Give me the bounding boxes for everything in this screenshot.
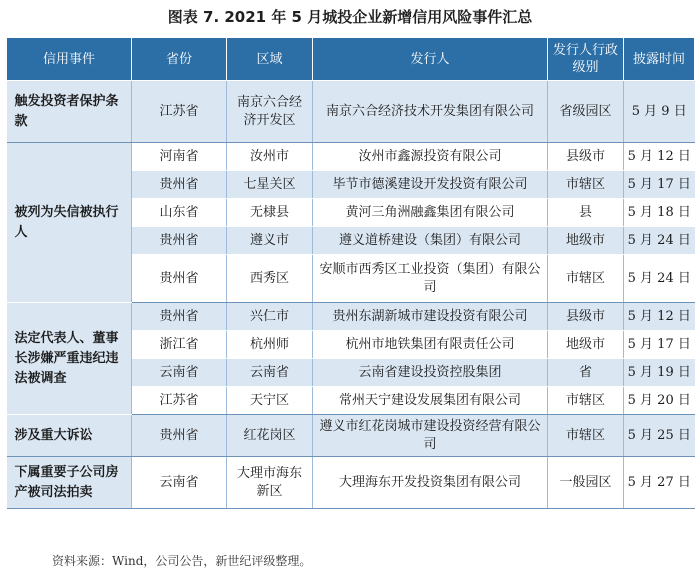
event-cell: 下属重要子公司房产被司法拍卖 — [7, 457, 132, 509]
issuer-cell: 常州天宁建设发展集团有限公司 — [313, 387, 548, 415]
header-date: 披露时间 — [624, 38, 695, 81]
table-row — [7, 143, 695, 171]
level-cell: 市辖区 — [548, 387, 624, 415]
province-cell: 云南省 — [132, 457, 227, 509]
region-cell: 西秀区 — [227, 255, 313, 303]
date-cell: 5 月 25 日 — [624, 415, 695, 457]
date-cell: 5 月 18 日 — [624, 199, 695, 227]
issuer-cell: 汝州市鑫源投资有限公司 — [313, 143, 548, 171]
region-cell: 云南省 — [227, 359, 313, 387]
level-cell: 市辖区 — [548, 171, 624, 199]
date-cell: 5 月 27 日 — [624, 457, 695, 509]
table-row — [7, 415, 695, 457]
date-cell: 5 月 12 日 — [624, 143, 695, 171]
region-cell: 红花岗区 — [227, 415, 313, 457]
province-cell: 云南省 — [132, 359, 227, 387]
date-cell: 5 月 24 日 — [624, 227, 695, 255]
header-province: 省份 — [132, 38, 227, 81]
region-cell: 杭州师 — [227, 331, 313, 359]
province-cell: 贵州省 — [132, 303, 227, 331]
date-cell: 5 月 17 日 — [624, 331, 695, 359]
date-cell: 5 月 12 日 — [624, 303, 695, 331]
date-cell: 5 月 20 日 — [624, 387, 695, 415]
table-title: 图表 7. 2021 年 5 月城投企业新增信用风险事件汇总 — [167, 8, 533, 26]
level-cell: 一般园区 — [548, 457, 624, 509]
province-cell: 山东省 — [132, 199, 227, 227]
region-cell: 南京六合经济开发区 — [227, 81, 313, 143]
issuer-cell: 云南省建设投资控股集团 — [313, 359, 548, 387]
issuer-cell: 遵义市红花岗城市建设投资经营有限公司 — [313, 415, 548, 457]
province-cell: 贵州省 — [132, 227, 227, 255]
region-cell: 天宁区 — [227, 387, 313, 415]
issuer-cell: 毕节市德溪建设开发投资有限公司 — [313, 171, 548, 199]
level-cell: 地级市 — [548, 227, 624, 255]
date-cell: 5 月 17 日 — [624, 171, 695, 199]
province-cell: 江苏省 — [132, 81, 227, 143]
region-cell: 遵义市 — [227, 227, 313, 255]
header-row — [7, 38, 695, 81]
level-cell: 市辖区 — [548, 415, 624, 457]
source-note: 资料来源：Wind，公司公告，新世纪评级整理。 — [52, 554, 312, 568]
region-cell: 七星关区 — [227, 171, 313, 199]
header-event: 信用事件 — [7, 38, 132, 81]
issuer-cell: 安顺市西秀区工业投资（集团）有限公司 — [313, 255, 548, 303]
credit-risk-events-table — [6, 37, 695, 509]
event-cell: 涉及重大诉讼 — [7, 415, 132, 457]
date-cell: 5 月 19 日 — [624, 359, 695, 387]
level-cell: 市辖区 — [548, 255, 624, 303]
table-row — [7, 457, 695, 509]
level-cell: 地级市 — [548, 331, 624, 359]
level-cell: 省 — [548, 359, 624, 387]
region-cell: 兴仁市 — [227, 303, 313, 331]
level-cell: 省级园区 — [548, 81, 624, 143]
level-cell: 县 — [548, 199, 624, 227]
issuer-cell: 遵义道桥建设（集团）有限公司 — [313, 227, 548, 255]
level-cell: 县级市 — [548, 143, 624, 171]
region-cell: 无棣县 — [227, 199, 313, 227]
issuer-cell: 南京六合经济技术开发集团有限公司 — [313, 81, 548, 143]
date-cell: 5 月 24 日 — [624, 255, 695, 303]
event-cell: 被列为失信被执行人 — [7, 143, 132, 303]
province-cell: 贵州省 — [132, 255, 227, 303]
issuer-cell: 杭州市地铁集团有限责任公司 — [313, 331, 548, 359]
event-cell: 触发投资者保护条款 — [7, 81, 132, 143]
header-region: 区域 — [227, 38, 313, 81]
table-row — [7, 81, 695, 143]
date-cell: 5 月 9 日 — [624, 81, 695, 143]
level-cell: 县级市 — [548, 303, 624, 331]
province-cell: 贵州省 — [132, 171, 227, 199]
region-cell: 大理市海东新区 — [227, 457, 313, 509]
province-cell: 河南省 — [132, 143, 227, 171]
issuer-cell: 大理海东开发投资集团有限公司 — [313, 457, 548, 509]
province-cell: 浙江省 — [132, 331, 227, 359]
issuer-cell: 黄河三角洲融鑫集团有限公司 — [313, 199, 548, 227]
header-level: 发行人行政级别 — [548, 38, 624, 81]
event-cell: 法定代表人、董事长涉嫌严重违纪违法被调查 — [7, 303, 132, 415]
region-cell: 汝州市 — [227, 143, 313, 171]
issuer-cell: 贵州东湖新城市建设投资有限公司 — [313, 303, 548, 331]
table-row — [7, 303, 695, 331]
province-cell: 江苏省 — [132, 387, 227, 415]
province-cell: 贵州省 — [132, 415, 227, 457]
header-issuer: 发行人 — [313, 38, 548, 81]
